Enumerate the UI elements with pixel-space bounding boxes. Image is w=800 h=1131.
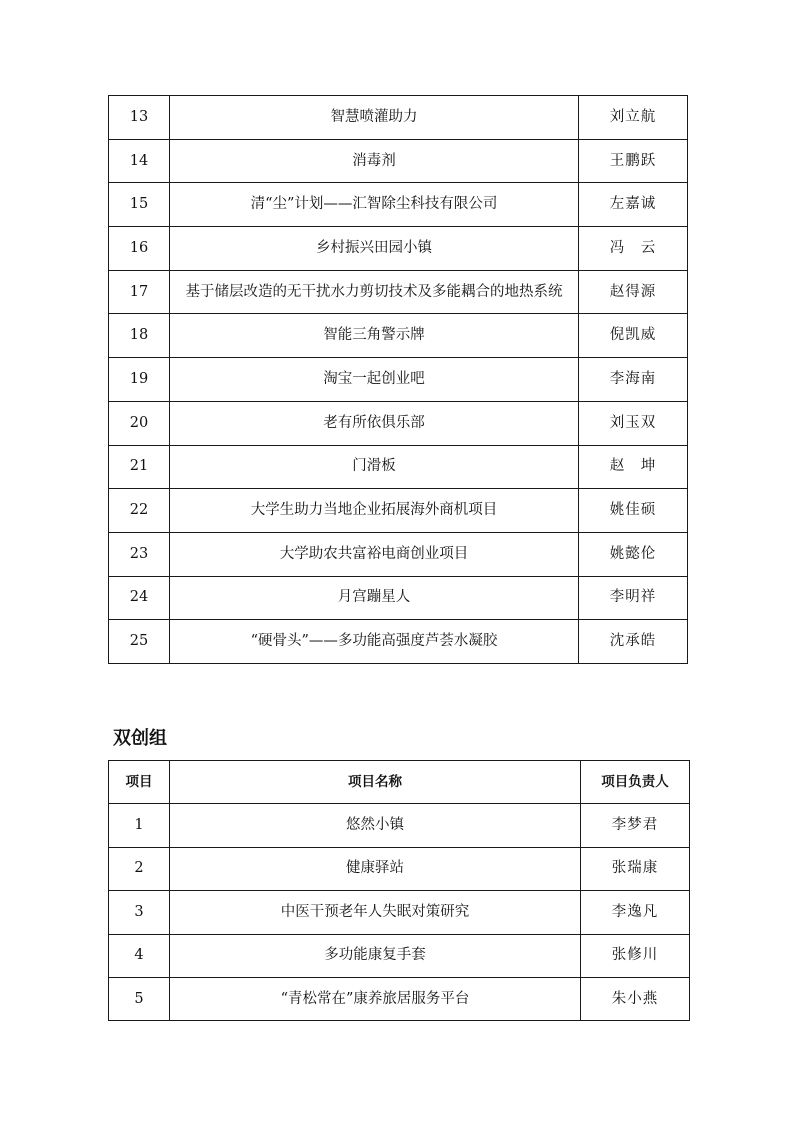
cell-project-leader: 李逸凡	[581, 891, 690, 934]
cell-number: 2	[109, 847, 170, 890]
table-row	[109, 96, 688, 140]
header-project-name: 项目名称	[170, 761, 581, 804]
table-row	[109, 270, 688, 314]
cell-project-leader: 张瑞康	[581, 847, 690, 890]
cell-number: 25	[109, 620, 170, 664]
cell-project-leader: 王鹏跃	[579, 139, 688, 183]
table-row	[109, 804, 690, 847]
cell-project-name: 智能三角警示牌	[170, 314, 579, 358]
cell-number: 24	[109, 576, 170, 620]
cell-number: 23	[109, 532, 170, 576]
cell-project-leader: 朱小燕	[581, 977, 690, 1020]
cell-project-name: 悠然小镇	[170, 804, 581, 847]
cell-number: 5	[109, 977, 170, 1020]
table-row	[109, 358, 688, 402]
cell-project-leader: 刘立航	[579, 96, 688, 140]
table-row	[109, 445, 688, 489]
cell-project-name: 健康驿站	[170, 847, 581, 890]
table-row	[109, 891, 690, 934]
table-row	[109, 977, 690, 1020]
cell-project-name: 智慧喷灌助力	[170, 96, 579, 140]
cell-project-name: 月宫蹦星人	[170, 576, 579, 620]
cell-number: 18	[109, 314, 170, 358]
section-heading: 双创组	[113, 728, 167, 749]
table-row	[109, 620, 688, 664]
cell-project-leader: 倪凯威	[579, 314, 688, 358]
table-row	[109, 489, 688, 533]
cell-project-leader: 沈承皓	[579, 620, 688, 664]
cell-project-leader: 张修川	[581, 934, 690, 977]
project-table-continued	[108, 95, 688, 664]
cell-project-name: 基于储层改造的无干扰水力剪切技术及多能耦合的地热系统	[170, 270, 579, 314]
cell-project-leader: 刘玉双	[579, 401, 688, 445]
cell-project-leader: 左嘉诚	[579, 183, 688, 227]
table-row	[109, 314, 688, 358]
cell-project-name: 大学生助力当地企业拓展海外商机项目	[170, 489, 579, 533]
cell-number: 17	[109, 270, 170, 314]
cell-project-name: 大学助农共富裕电商创业项目	[170, 532, 579, 576]
table-2-header	[109, 761, 690, 804]
cell-number: 1	[109, 804, 170, 847]
cell-project-leader: 李海南	[579, 358, 688, 402]
table-row	[109, 401, 688, 445]
cell-number: 19	[109, 358, 170, 402]
cell-number: 16	[109, 227, 170, 271]
table-row	[109, 183, 688, 227]
cell-project-leader: 赵 坤	[579, 445, 688, 489]
innovation-group-table	[108, 760, 690, 1021]
cell-number: 21	[109, 445, 170, 489]
cell-number: 20	[109, 401, 170, 445]
cell-project-name: 多功能康复手套	[170, 934, 581, 977]
table-2-body	[109, 804, 690, 1021]
cell-number: 15	[109, 183, 170, 227]
cell-number: 14	[109, 139, 170, 183]
cell-project-name: 门滑板	[170, 445, 579, 489]
table-1-body	[109, 96, 688, 664]
table-row	[109, 934, 690, 977]
table-row	[109, 847, 690, 890]
cell-project-leader: 李明祥	[579, 576, 688, 620]
table-row	[109, 532, 688, 576]
cell-number: 13	[109, 96, 170, 140]
cell-project-leader: 姚懿伦	[579, 532, 688, 576]
cell-project-leader: 李梦君	[581, 804, 690, 847]
cell-project-leader: 姚佳硕	[579, 489, 688, 533]
cell-project-name: 消毒剂	[170, 139, 579, 183]
cell-number: 22	[109, 489, 170, 533]
header-project-leader: 项目负责人	[581, 761, 690, 804]
cell-project-leader: 赵得源	[579, 270, 688, 314]
cell-project-name: 乡村振兴田园小镇	[170, 227, 579, 271]
header-number: 项目	[109, 761, 170, 804]
cell-project-name: 老有所依俱乐部	[170, 401, 579, 445]
table-header-row	[109, 761, 690, 804]
table-row	[109, 576, 688, 620]
cell-project-name: 中医干预老年人失眠对策研究	[170, 891, 581, 934]
cell-project-leader: 冯 云	[579, 227, 688, 271]
cell-project-name: “青松常在”康养旅居服务平台	[170, 977, 581, 1020]
cell-number: 4	[109, 934, 170, 977]
cell-project-name: “硬骨头”——多功能高强度芦荟水凝胶	[170, 620, 579, 664]
cell-project-name: 淘宝一起创业吧	[170, 358, 579, 402]
table-row	[109, 139, 688, 183]
table-row	[109, 227, 688, 271]
cell-number: 3	[109, 891, 170, 934]
cell-project-name: 清“尘”计划——汇智除尘科技有限公司	[170, 183, 579, 227]
